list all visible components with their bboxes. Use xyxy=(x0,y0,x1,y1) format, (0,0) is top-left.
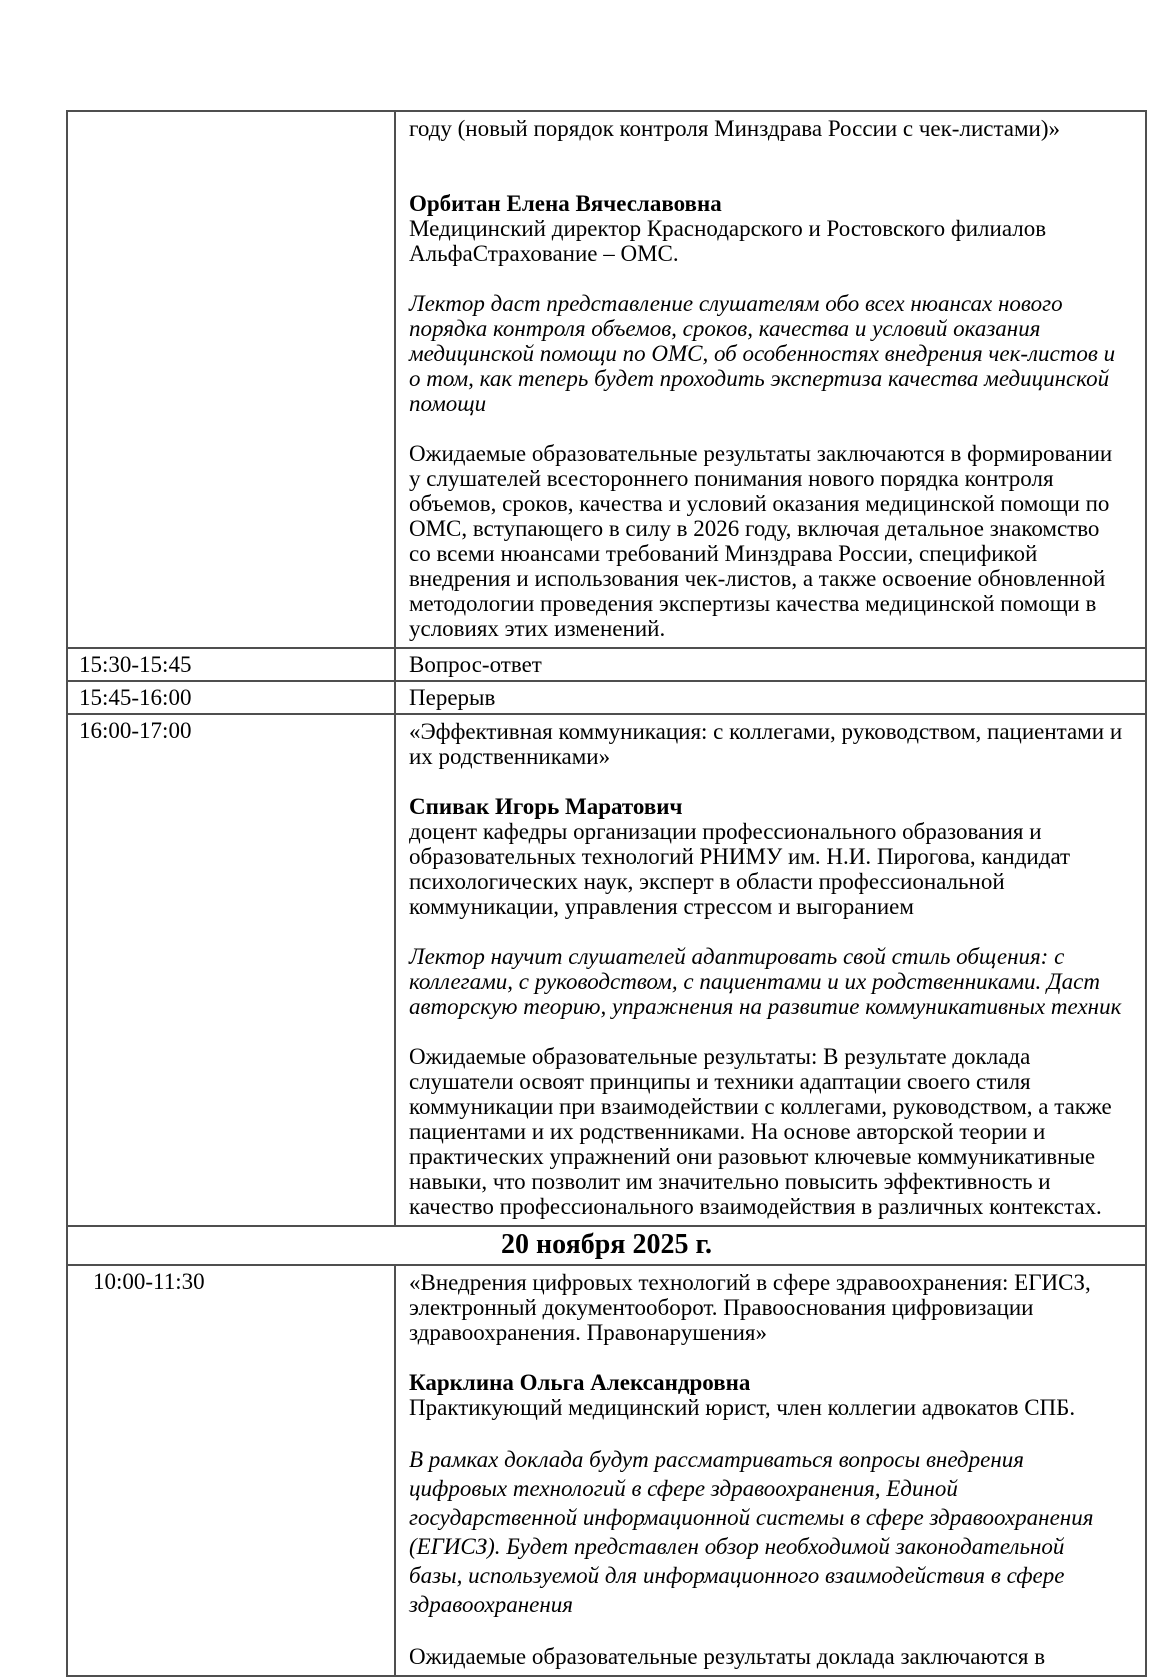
session-title: «Внедрения цифровых технологий в сфере здравоохранения: ЕГИСЗ, электронный документооборот. Правооснования цифровизации здравоохранения. Правонарушения» xyxy=(409,1270,1091,1345)
speaker-title: Практикующий медицинский юрист, член коллегии адвокатов СПБ. xyxy=(409,1395,1076,1420)
paragraph-spacer xyxy=(409,1345,1123,1370)
session-title: «Эффективная коммуникация: с коллегами, руководством, пациентами и их родственниками» xyxy=(409,719,1123,769)
paragraph-spacer xyxy=(409,141,1123,166)
session-row-continued xyxy=(67,111,1146,648)
lecture-abstract: В рамках доклада будут рассматриваться вопросы внедрения цифровых технологий в сфере здравоохранения, Единой государственной информационной системы в сфере здравоохранения (ЕГИСЗ). Будет представлен обзор необходимой законодательной базы, используемой для информационного взаимодействия в сфере здравоохранения xyxy=(409,1447,1094,1617)
paragraph-spacer xyxy=(409,1019,1123,1044)
session-row-digital xyxy=(67,1265,1146,1676)
date-header: 20 ноября 2025 г. xyxy=(67,1226,1146,1265)
session-cell-qa: Вопрос-ответ xyxy=(395,648,1146,681)
session-cell-continued xyxy=(395,111,1146,648)
speaker-name: Орбитан Елена Вячеславовна xyxy=(409,191,722,216)
session-row-qa xyxy=(67,648,1146,681)
time-cell: 15:30-15:45 xyxy=(67,648,395,681)
session-row-break xyxy=(67,681,1146,714)
expected-outcomes: Ожидаемые образовательные результаты заключаются в формировании у слушателей всестороннего понимания нового порядка контроля объемов, сроков, качества и условий оказания медицинской помощи по ОМС, вступающего в силу в 2026 году, включая детальное знакомство со всеми нюансами требований Минздрава России, спецификой внедрения и использования чек-листов, а также освоение обновленной методологии проведения экспертизы качества медицинской помощи в условиях этих изменений. xyxy=(409,441,1113,641)
session-cell-communication xyxy=(395,714,1146,1226)
lecture-abstract: Лектор научит слушателей адаптировать свой стиль общения: с коллегами, с руководством, с пациентами и их родственниками. Даст авторскую теорию, упражнения на развитие коммуникативных техник xyxy=(409,944,1122,1019)
paragraph-spacer xyxy=(409,1420,1123,1445)
session-cell-break: Перерыв xyxy=(395,681,1146,714)
speaker-title: доцент кафедры организации профессионального образования и образовательных технологий РНИМУ им. Н.И. Пирогова, кандидат психологических наук, эксперт в области профессиональной коммуникации, управления стрессом и выгоранием xyxy=(409,819,1071,919)
paragraph-spacer xyxy=(409,769,1123,794)
expected-outcomes-truncated: Ожидаемые образовательные результаты доклада заключаются в xyxy=(409,1644,1046,1669)
speaker-name: Спивак Игорь Маратович xyxy=(409,794,683,819)
paragraph-spacer xyxy=(409,416,1123,441)
paragraph-spacer xyxy=(409,166,1123,191)
session-title-continuation: году (новый порядок контроля Минздрава России с чек-листами)» xyxy=(409,116,1061,141)
paragraph-spacer xyxy=(409,266,1123,291)
lecture-abstract: Лектор даст представление слушателям обо всех нюансах нового порядка контроля объемов, сроков, качества и условий оказания медицинской помощи по ОМС, об особенностях внедрения чек-листов и о том, как теперь будет проходить экспертиза качества медицинской помощи xyxy=(409,291,1116,416)
date-header-row xyxy=(67,1226,1146,1265)
time-cell: 15:45-16:00 xyxy=(67,681,395,714)
paragraph-spacer xyxy=(409,1619,1123,1644)
time-cell: 10:00-11:30 xyxy=(67,1265,395,1676)
session-cell-digital xyxy=(395,1265,1146,1676)
session-row-communication xyxy=(67,714,1146,1226)
time-cell: 16:00-17:00 xyxy=(67,714,395,1226)
paragraph-spacer xyxy=(409,919,1123,944)
expected-outcomes: Ожидаемые образовательные результаты: В результате доклада слушатели освоят принципы и техники адаптации своего стиля коммуникации при взаимодействии с коллегами, руководством, а также пациентами и их родственниками. На основе авторской теории и практических упражнений они разовьют ключевые коммуникативные навыки, что позволит им значительно повысить эффективность и качество профессионального взаимодействия в различных контекстах. xyxy=(409,1044,1112,1219)
speaker-name: Карклина Ольга Александровна xyxy=(409,1370,751,1395)
time-cell-empty xyxy=(67,111,395,648)
conference-program-table xyxy=(66,110,1147,1677)
speaker-title: Медицинский директор Краснодарского и Ростовского филиалов АльфаСтрахование – ОМС. xyxy=(409,216,1047,266)
